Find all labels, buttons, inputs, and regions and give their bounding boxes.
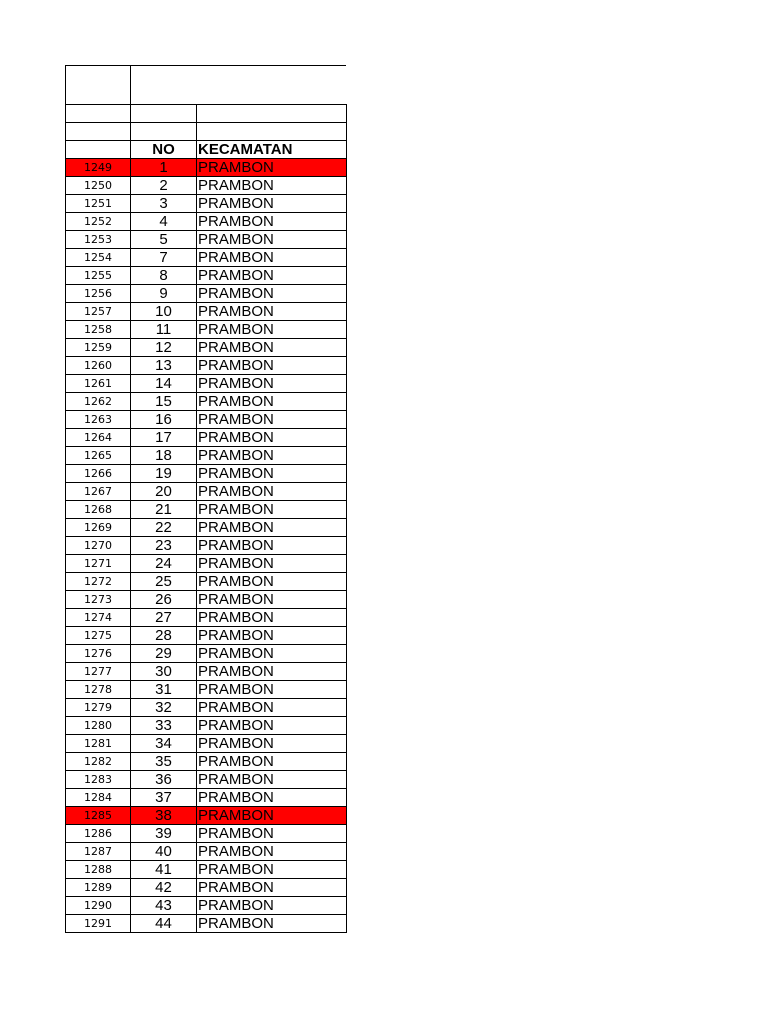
row-number-cell[interactable]: 5	[131, 231, 197, 249]
kecamatan-cell[interactable]: PRAMBON	[197, 429, 347, 447]
row-number-cell[interactable]: 30	[131, 663, 197, 681]
table-row	[66, 321, 347, 339]
kecamatan-cell[interactable]: PRAMBON	[197, 213, 347, 231]
table-row	[66, 285, 347, 303]
cell[interactable]	[66, 105, 131, 123]
table-row	[66, 789, 347, 807]
kecamatan-cell[interactable]: PRAMBON	[197, 897, 347, 915]
row-index-cell[interactable]: 1251	[66, 195, 131, 213]
header-row	[66, 141, 347, 159]
kecamatan-cell[interactable]: PRAMBON	[197, 879, 347, 897]
row-number-cell[interactable]: 41	[131, 861, 197, 879]
row-index-cell[interactable]: 1291	[66, 915, 131, 933]
kecamatan-cell[interactable]: PRAMBON	[197, 321, 347, 339]
row-number-cell[interactable]: 27	[131, 609, 197, 627]
table-row	[66, 231, 347, 249]
row-number-cell[interactable]: 37	[131, 789, 197, 807]
row-index-cell[interactable]: 1280	[66, 717, 131, 735]
table-row	[66, 843, 347, 861]
kecamatan-cell[interactable]: PRAMBON	[197, 339, 347, 357]
row-index-cell[interactable]: 1255	[66, 267, 131, 285]
title-cell-left[interactable]	[66, 66, 131, 104]
row-number-cell[interactable]: 4	[131, 213, 197, 231]
row-index-cell[interactable]: 1279	[66, 699, 131, 717]
cell[interactable]	[131, 105, 197, 123]
row-number-cell[interactable]: 22	[131, 519, 197, 537]
cell[interactable]	[197, 123, 347, 141]
table-row	[66, 447, 347, 465]
kecamatan-cell[interactable]: PRAMBON	[197, 483, 347, 501]
row-index-cell[interactable]: 1267	[66, 483, 131, 501]
row-number-cell[interactable]: 34	[131, 735, 197, 753]
row-number-cell[interactable]: 42	[131, 879, 197, 897]
kecamatan-cell[interactable]: PRAMBON	[197, 627, 347, 645]
row-number-cell[interactable]: 14	[131, 375, 197, 393]
table-row	[66, 897, 347, 915]
row-index-cell[interactable]: 1252	[66, 213, 131, 231]
row-index-cell[interactable]: 1256	[66, 285, 131, 303]
kecamatan-cell[interactable]: PRAMBON	[197, 573, 347, 591]
table-row	[66, 555, 347, 573]
row-index-cell[interactable]: 1266	[66, 465, 131, 483]
header-cell-empty[interactable]	[66, 141, 131, 159]
row-number-cell[interactable]: 23	[131, 537, 197, 555]
table-row	[66, 717, 347, 735]
row-index-cell[interactable]: 1258	[66, 321, 131, 339]
kecamatan-cell[interactable]: PRAMBON	[197, 609, 347, 627]
row-number-cell[interactable]: 1	[131, 159, 197, 177]
table-row	[66, 771, 347, 789]
kecamatan-cell[interactable]: PRAMBON	[197, 789, 347, 807]
kecamatan-cell[interactable]: PRAMBON	[197, 393, 347, 411]
row-index-cell[interactable]: 1269	[66, 519, 131, 537]
kecamatan-cell[interactable]: PRAMBON	[197, 303, 347, 321]
row-number-cell[interactable]: 29	[131, 645, 197, 663]
table-row	[66, 573, 347, 591]
kecamatan-cell[interactable]: PRAMBON	[197, 231, 347, 249]
row-index-cell[interactable]: 1253	[66, 231, 131, 249]
table-body	[66, 105, 347, 933]
cell[interactable]	[66, 123, 131, 141]
table-row	[66, 177, 347, 195]
table-row	[66, 195, 347, 213]
row-index-cell[interactable]: 1261	[66, 375, 131, 393]
row-number-cell[interactable]: 24	[131, 555, 197, 573]
row-index-cell[interactable]: 1250	[66, 177, 131, 195]
kecamatan-cell[interactable]: PRAMBON	[197, 465, 347, 483]
kecamatan-cell[interactable]: PRAMBON	[197, 915, 347, 933]
kecamatan-cell[interactable]: PRAMBON	[197, 447, 347, 465]
kecamatan-cell[interactable]: PRAMBON	[197, 699, 347, 717]
row-number-cell[interactable]: 20	[131, 483, 197, 501]
row-number-cell[interactable]: 26	[131, 591, 197, 609]
kecamatan-cell[interactable]: PRAMBON	[197, 717, 347, 735]
row-index-cell[interactable]: 1264	[66, 429, 131, 447]
kecamatan-cell[interactable]: PRAMBON	[197, 681, 347, 699]
row-number-cell[interactable]: 12	[131, 339, 197, 357]
kecamatan-cell[interactable]: PRAMBON	[197, 159, 347, 177]
row-number-cell[interactable]: 35	[131, 753, 197, 771]
row-index-cell[interactable]: 1284	[66, 789, 131, 807]
kecamatan-cell[interactable]: PRAMBON	[197, 375, 347, 393]
kecamatan-cell[interactable]: PRAMBON	[197, 843, 347, 861]
row-index-cell[interactable]: 1262	[66, 393, 131, 411]
row-number-cell[interactable]: 18	[131, 447, 197, 465]
table-row	[66, 501, 347, 519]
table-row	[66, 753, 347, 771]
row-number-cell[interactable]: 9	[131, 285, 197, 303]
row-index-cell[interactable]: 1268	[66, 501, 131, 519]
table-row	[66, 249, 347, 267]
kecamatan-cell[interactable]: PRAMBON	[197, 807, 347, 825]
table-row	[66, 681, 347, 699]
table-row	[66, 699, 347, 717]
row-number-cell[interactable]: 7	[131, 249, 197, 267]
table-row	[66, 609, 347, 627]
row-index-cell[interactable]: 1260	[66, 357, 131, 375]
kecamatan-cell[interactable]: PRAMBON	[197, 735, 347, 753]
kecamatan-cell[interactable]: PRAMBON	[197, 645, 347, 663]
spreadsheet	[65, 65, 346, 933]
table-row	[66, 267, 347, 285]
table-row	[66, 807, 347, 825]
table-row	[66, 519, 347, 537]
row-index-cell[interactable]: 1259	[66, 339, 131, 357]
table-row	[66, 411, 347, 429]
title-cell-merged[interactable]	[131, 66, 346, 104]
table-row	[66, 663, 347, 681]
row-number-cell[interactable]: 19	[131, 465, 197, 483]
kecamatan-cell[interactable]: PRAMBON	[197, 663, 347, 681]
row-number-cell[interactable]: 43	[131, 897, 197, 915]
kecamatan-cell[interactable]: PRAMBON	[197, 753, 347, 771]
table-row	[66, 537, 347, 555]
cell[interactable]	[131, 123, 197, 141]
row-number-cell[interactable]: 21	[131, 501, 197, 519]
table-row	[66, 393, 347, 411]
kecamatan-cell[interactable]: PRAMBON	[197, 771, 347, 789]
row-index-cell[interactable]: 1263	[66, 411, 131, 429]
kecamatan-cell[interactable]: PRAMBON	[197, 519, 347, 537]
table-row	[66, 861, 347, 879]
table-row	[66, 483, 347, 501]
table-row	[66, 339, 347, 357]
cell[interactable]	[197, 105, 347, 123]
kecamatan-cell[interactable]: PRAMBON	[197, 285, 347, 303]
table-row	[66, 915, 347, 933]
row-index-cell[interactable]: 1257	[66, 303, 131, 321]
row-number-cell[interactable]: 3	[131, 195, 197, 213]
row-index-cell[interactable]: 1270	[66, 537, 131, 555]
row-number-cell[interactable]: 2	[131, 177, 197, 195]
empty-row	[66, 105, 347, 123]
data-table	[65, 104, 347, 933]
row-index-cell[interactable]: 1254	[66, 249, 131, 267]
title-row	[65, 65, 346, 104]
row-number-cell[interactable]: 25	[131, 573, 197, 591]
row-number-cell[interactable]: 32	[131, 699, 197, 717]
header-kecamatan[interactable]: KECAMATAN	[197, 141, 347, 159]
row-index-cell[interactable]: 1288	[66, 861, 131, 879]
row-index-cell[interactable]: 1282	[66, 753, 131, 771]
table-row	[66, 879, 347, 897]
row-index-cell[interactable]: 1290	[66, 897, 131, 915]
row-index-cell[interactable]: 1275	[66, 627, 131, 645]
row-index-cell[interactable]: 1274	[66, 609, 131, 627]
row-number-cell[interactable]: 16	[131, 411, 197, 429]
kecamatan-cell[interactable]: PRAMBON	[197, 195, 347, 213]
row-number-cell[interactable]: 38	[131, 807, 197, 825]
row-number-cell[interactable]: 31	[131, 681, 197, 699]
header-no[interactable]: NO	[131, 141, 197, 159]
row-index-cell[interactable]: 1272	[66, 573, 131, 591]
table-row	[66, 465, 347, 483]
row-number-cell[interactable]: 10	[131, 303, 197, 321]
row-index-cell[interactable]: 1287	[66, 843, 131, 861]
row-index-cell[interactable]: 1271	[66, 555, 131, 573]
row-number-cell[interactable]: 13	[131, 357, 197, 375]
kecamatan-cell[interactable]: PRAMBON	[197, 591, 347, 609]
row-index-cell[interactable]: 1283	[66, 771, 131, 789]
table-row	[66, 213, 347, 231]
row-number-cell[interactable]: 40	[131, 843, 197, 861]
row-index-cell[interactable]: 1273	[66, 591, 131, 609]
table-row	[66, 429, 347, 447]
row-index-cell[interactable]: 1276	[66, 645, 131, 663]
row-number-cell[interactable]: 8	[131, 267, 197, 285]
table-row	[66, 357, 347, 375]
row-number-cell[interactable]: 39	[131, 825, 197, 843]
table-row	[66, 627, 347, 645]
row-number-cell[interactable]: 11	[131, 321, 197, 339]
kecamatan-cell[interactable]: PRAMBON	[197, 501, 347, 519]
table-row	[66, 825, 347, 843]
kecamatan-cell[interactable]: PRAMBON	[197, 825, 347, 843]
row-index-cell[interactable]: 1249	[66, 159, 131, 177]
table-row	[66, 375, 347, 393]
kecamatan-cell[interactable]: PRAMBON	[197, 267, 347, 285]
kecamatan-cell[interactable]: PRAMBON	[197, 537, 347, 555]
kecamatan-cell[interactable]: PRAMBON	[197, 357, 347, 375]
table-row	[66, 735, 347, 753]
row-index-cell[interactable]: 1265	[66, 447, 131, 465]
empty-row	[66, 123, 347, 141]
table-row	[66, 159, 347, 177]
row-index-cell[interactable]: 1285	[66, 807, 131, 825]
row-number-cell[interactable]: 17	[131, 429, 197, 447]
table-row	[66, 591, 347, 609]
row-index-cell[interactable]: 1286	[66, 825, 131, 843]
kecamatan-cell[interactable]: PRAMBON	[197, 249, 347, 267]
table-row	[66, 645, 347, 663]
kecamatan-cell[interactable]: PRAMBON	[197, 861, 347, 879]
kecamatan-cell[interactable]: PRAMBON	[197, 411, 347, 429]
row-number-cell[interactable]: 15	[131, 393, 197, 411]
row-number-cell[interactable]: 44	[131, 915, 197, 933]
row-index-cell[interactable]: 1278	[66, 681, 131, 699]
kecamatan-cell[interactable]: PRAMBON	[197, 177, 347, 195]
row-number-cell[interactable]: 28	[131, 627, 197, 645]
kecamatan-cell[interactable]: PRAMBON	[197, 555, 347, 573]
row-index-cell[interactable]: 1289	[66, 879, 131, 897]
row-index-cell[interactable]: 1277	[66, 663, 131, 681]
table-row	[66, 303, 347, 321]
row-number-cell[interactable]: 33	[131, 717, 197, 735]
row-index-cell[interactable]: 1281	[66, 735, 131, 753]
row-number-cell[interactable]: 36	[131, 771, 197, 789]
